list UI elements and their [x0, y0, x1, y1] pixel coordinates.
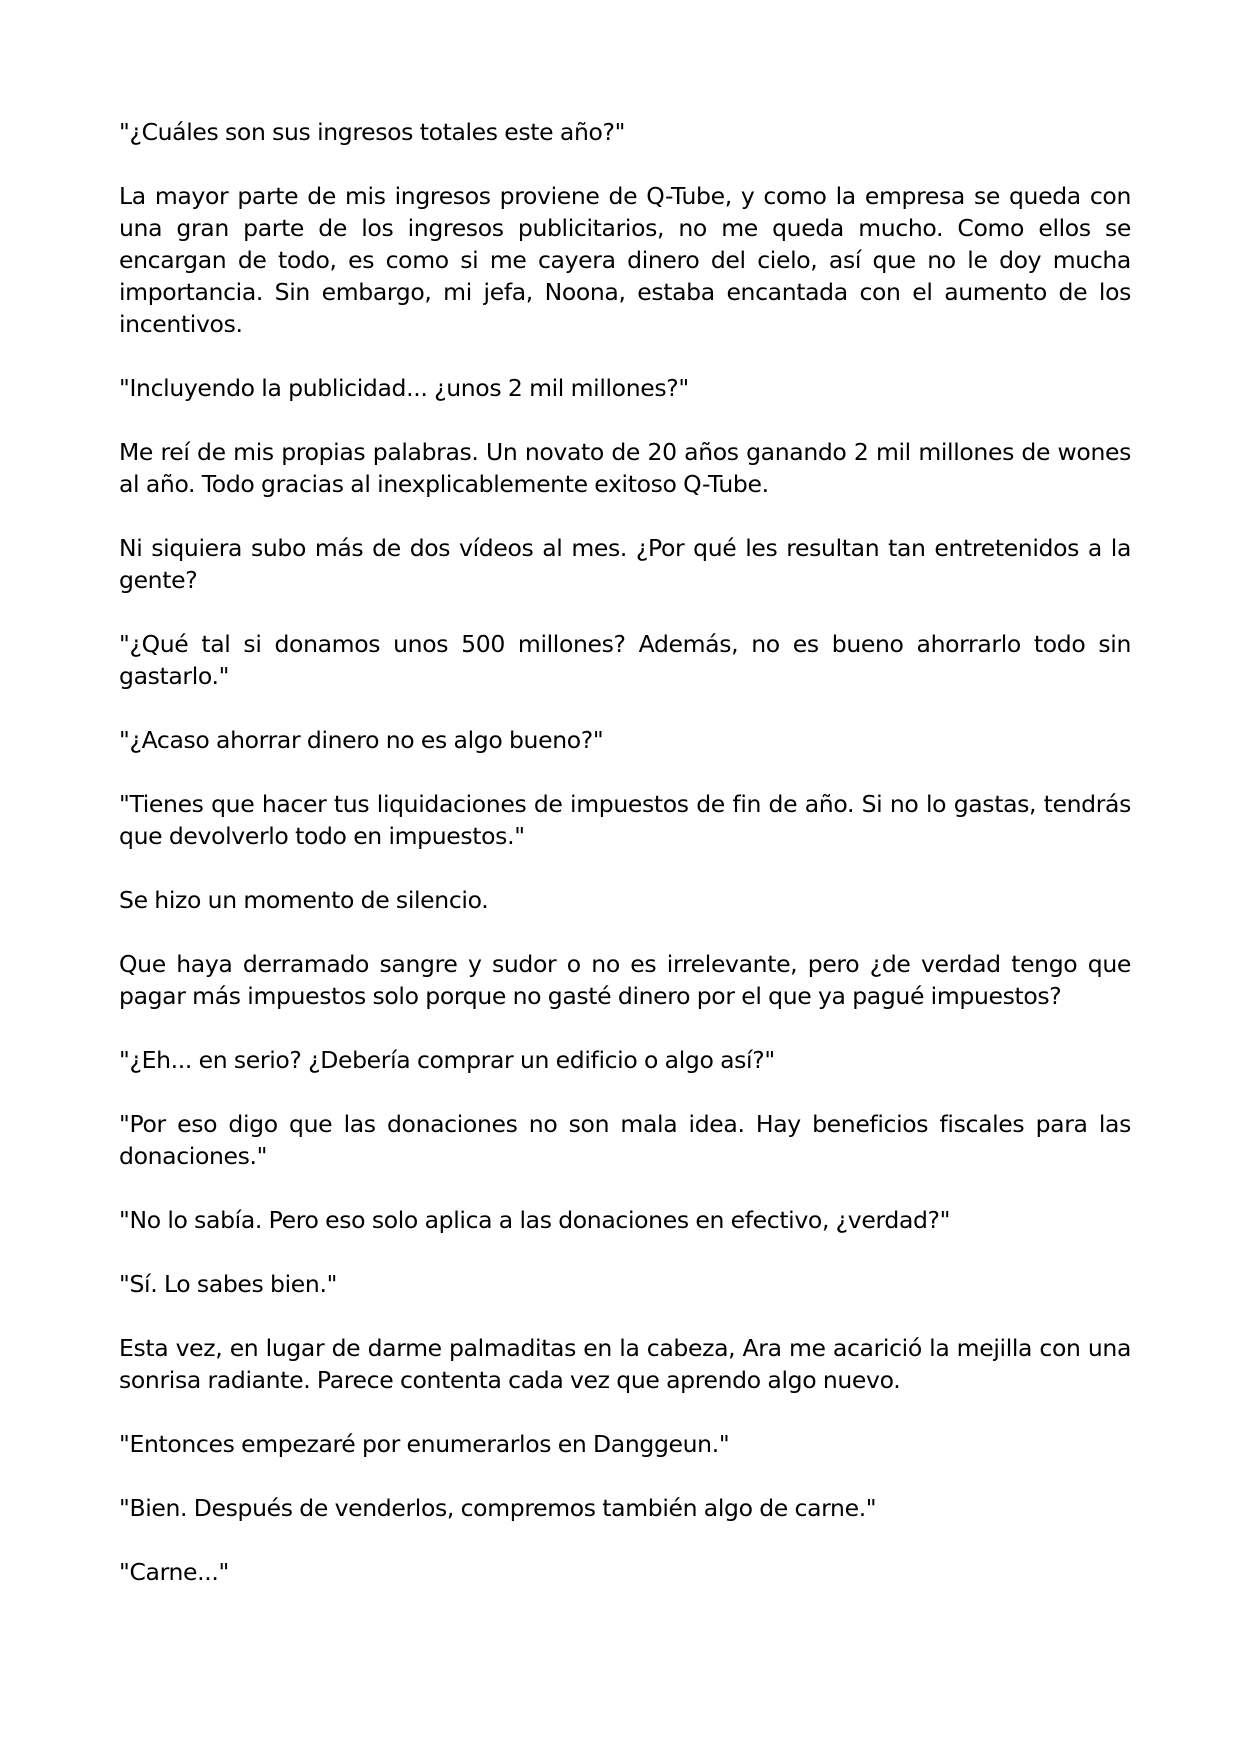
paragraph: "¿Acaso ahorrar dinero no es algo bueno?" — [119, 726, 604, 754]
paragraph: Ni siquiera subo más de dos vídeos al mes. ¿Por qué les resultan tan entretenidos a la gente? — [119, 534, 1131, 594]
paragraph: "¿Eh... en serio? ¿Debería comprar un edificio o algo así?" — [119, 1046, 775, 1074]
paragraph: "¿Qué tal si donamos unos 500 millones? Además, no es bueno ahorrarlo todo sin gastarlo." — [119, 630, 1131, 690]
paragraph: Esta vez, en lugar de darme palmaditas en la cabeza, Ara me acarició la mejilla con una sonrisa radiante. Parece contenta cada vez que aprendo algo nuevo. — [119, 1334, 1131, 1394]
paragraph: "¿Cuáles son sus ingresos totales este año?" — [119, 118, 626, 146]
paragraph: "No lo sabía. Pero eso solo aplica a las donaciones en efectivo, ¿verdad?" — [119, 1206, 951, 1234]
paragraph: Me reí de mis propias palabras. Un novato de 20 años ganando 2 mil millones de wones al año. Todo gracias al inexplicablemente exitoso Q-Tube. — [119, 438, 1131, 498]
paragraph: "Tienes que hacer tus liquidaciones de impuestos de fin de año. Si no lo gastas, tendrás que devolverlo todo en impuestos." — [119, 790, 1131, 850]
paragraph: "Entonces empezaré por enumerarlos en Danggeun." — [119, 1430, 730, 1458]
paragraph: La mayor parte de mis ingresos proviene de Q-Tube, y como la empresa se queda con una gran parte de los ingresos publicitarios, no me queda mucho. Como ellos se encargan de todo, es como si me cayera dinero del cielo, así que no le doy mucha importancia. Sin embargo, mi jefa, Noona, estaba encantada con el aumento de los incentivos. — [119, 182, 1131, 338]
paragraph: "Carne..." — [119, 1558, 229, 1586]
document-text-body — [119, 116, 1131, 1620]
paragraph: "Sí. Lo sabes bien." — [119, 1270, 338, 1298]
paragraph: "Bien. Después de venderlos, compremos también algo de carne." — [119, 1494, 877, 1522]
paragraph: Se hizo un momento de silencio. — [119, 886, 489, 914]
paragraph: Que haya derramado sangre y sudor o no es irrelevante, pero ¿de verdad tengo que pagar más impuestos solo porque no gasté dinero por el que ya pagué impuestos? — [119, 950, 1131, 1010]
paragraph: "Incluyendo la publicidad... ¿unos 2 mil millones?" — [119, 374, 689, 402]
paragraph: "Por eso digo que las donaciones no son mala idea. Hay beneficios fiscales para las donaciones." — [119, 1110, 1131, 1170]
